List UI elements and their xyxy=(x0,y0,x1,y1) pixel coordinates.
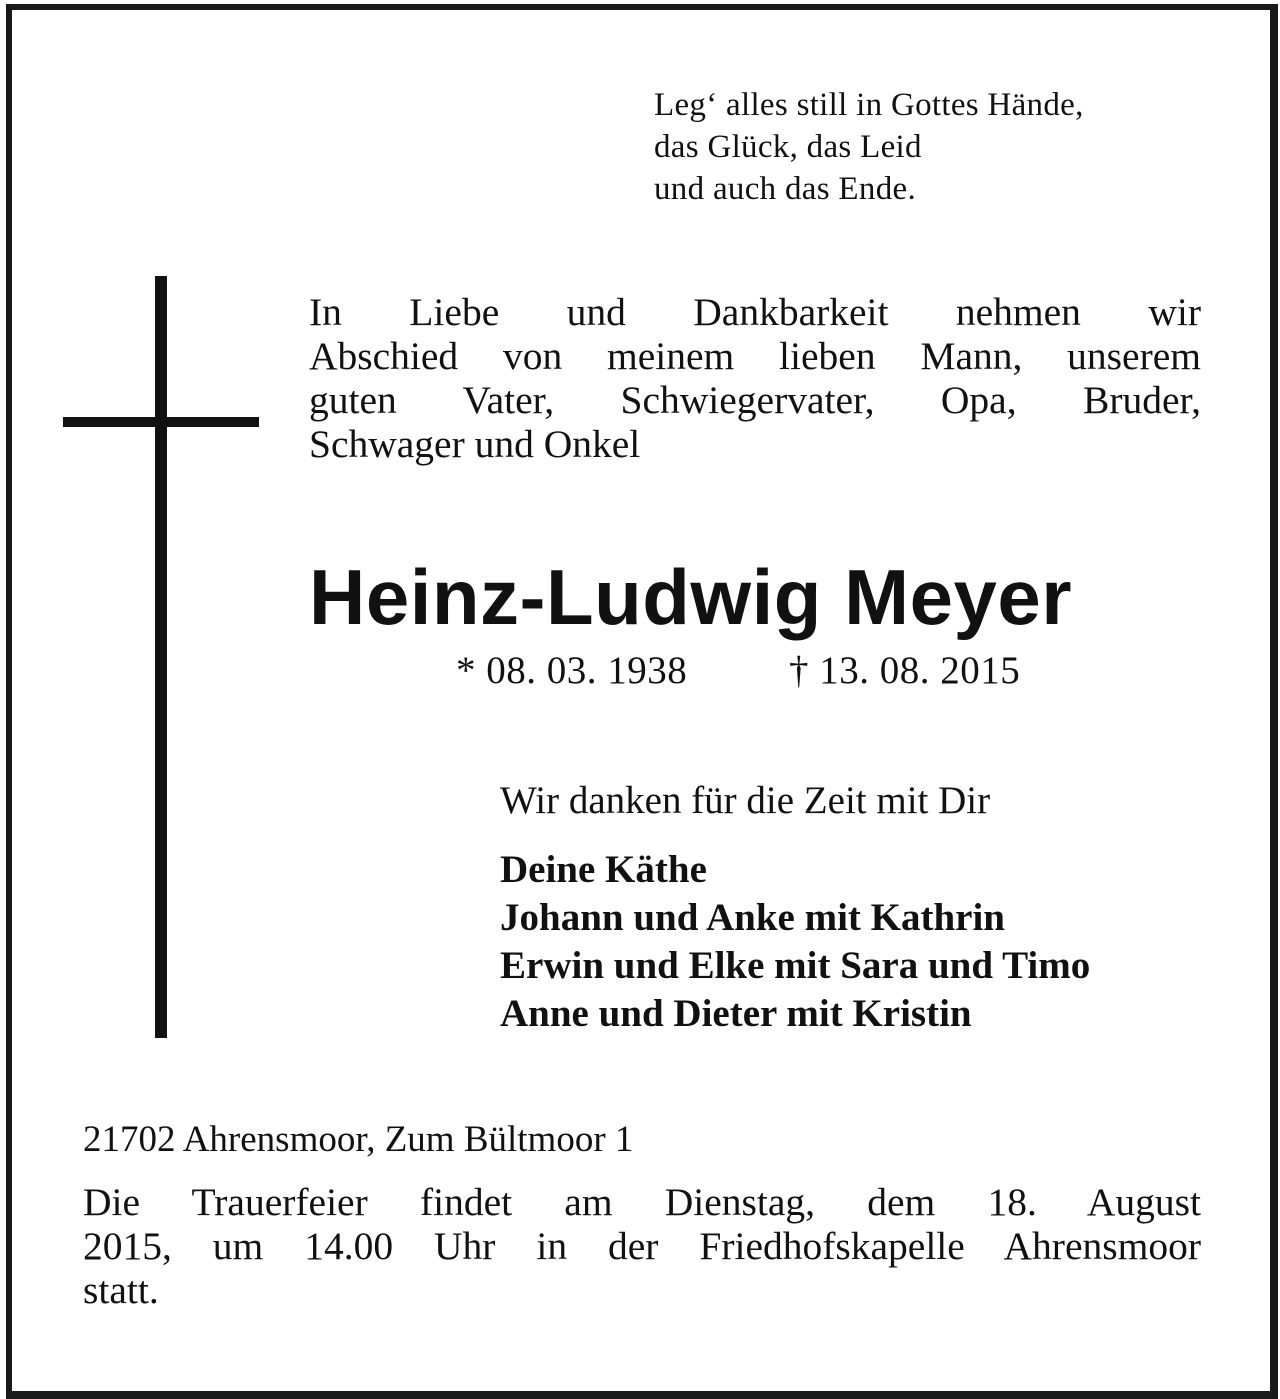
family-member: Anne und Dieter mit Kristin xyxy=(500,992,972,1035)
address: 21702 Ahrensmoor, Zum Bültmoor 1 xyxy=(83,1119,634,1160)
service-announcement xyxy=(83,1180,1201,1312)
cross-horizontal-bar xyxy=(63,417,259,427)
family-member: Johann und Anke mit Kathrin xyxy=(500,896,1006,939)
service-line: 2015, um 14.00 Uhr in der Friedhofskapelle Ahrensmoor xyxy=(83,1224,1201,1268)
thanks-line: Wir danken für die Zeit mit Dir xyxy=(500,779,991,822)
motto-line: und auch das Ende. xyxy=(654,171,916,207)
motto-line: das Glück, das Leid xyxy=(654,129,922,165)
motto-line: Leg‘ alles still in Gottes Hände, xyxy=(654,87,1084,123)
birth-date: * 08. 03. 1938 xyxy=(456,649,688,692)
intro-line: In Liebe und Dankbarkeit nehmen wir xyxy=(309,290,1201,334)
intro-line: Abschied von meinem lieben Mann, unserem xyxy=(309,334,1201,378)
motto-verse xyxy=(654,84,1084,210)
intro-line: Schwager und Onkel xyxy=(309,422,641,466)
intro-line: guten Vater, Schwiegervater, Opa, Bruder, xyxy=(309,378,1201,422)
death-date: † 13. 08. 2015 xyxy=(789,649,1021,692)
family-member: Erwin und Elke mit Sara und Timo xyxy=(500,944,1091,987)
service-line: statt. xyxy=(83,1268,159,1312)
intro-paragraph xyxy=(309,290,1201,466)
cross-vertical-bar xyxy=(155,276,167,1038)
service-line: Die Trauerfeier findet am Dienstag, dem 18. August xyxy=(83,1180,1201,1224)
deceased-name: Heinz-Ludwig Meyer xyxy=(309,553,1073,641)
family-list xyxy=(500,846,1090,1038)
family-member: Deine Käthe xyxy=(500,848,707,891)
